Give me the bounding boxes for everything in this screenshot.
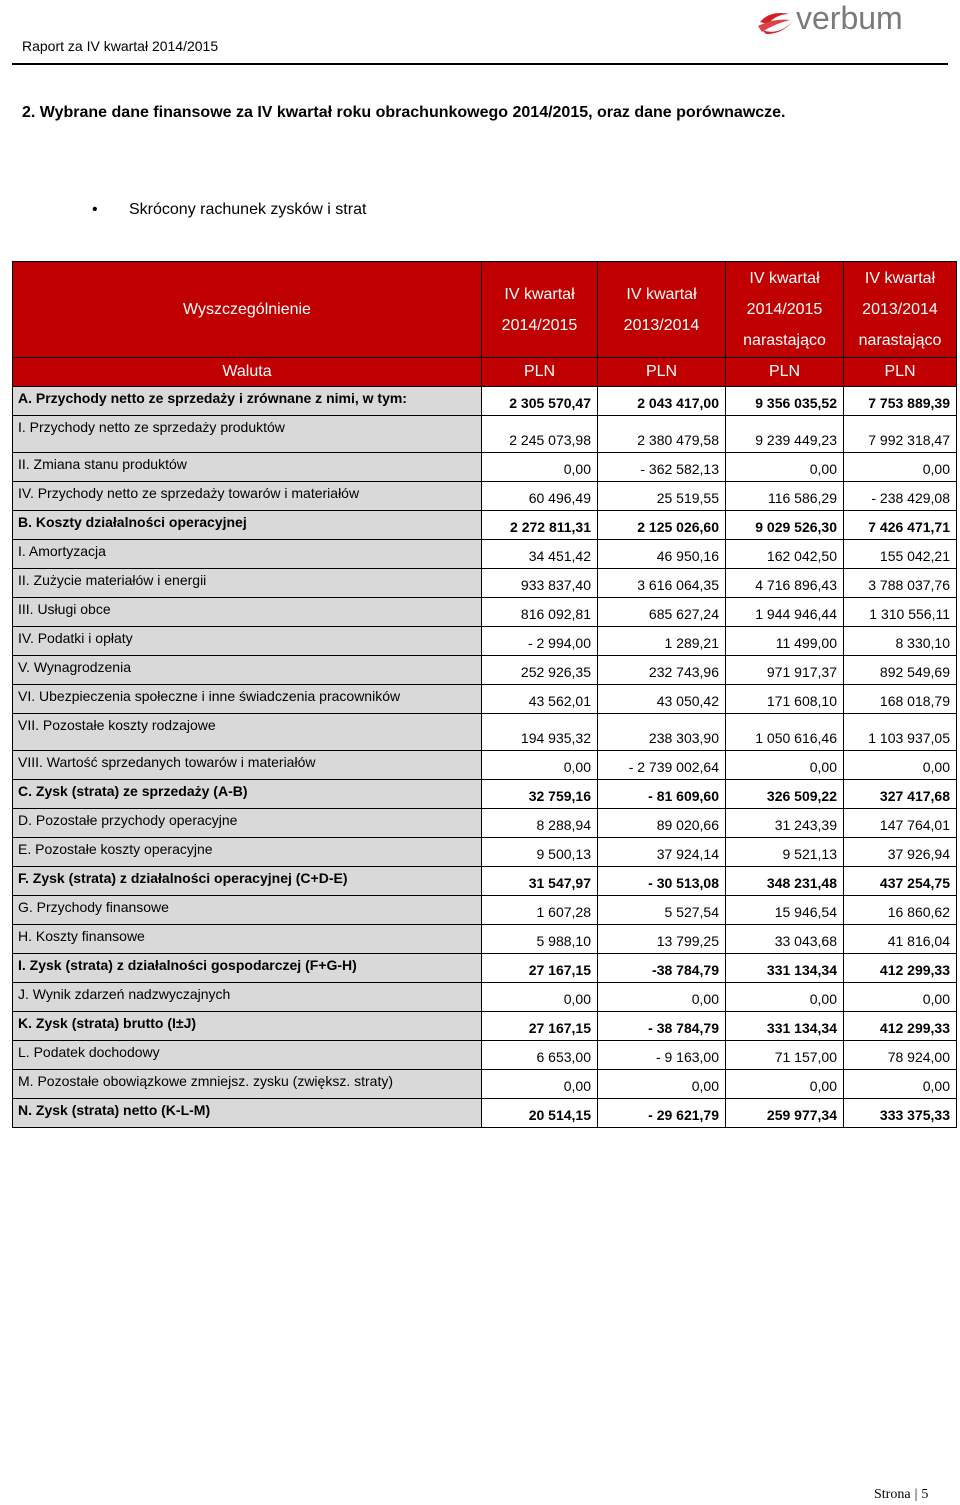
row-value: 333 375,33 <box>844 1099 957 1128</box>
row-value: - 362 582,13 <box>598 453 726 482</box>
row-value: 2 305 570,47 <box>482 387 598 416</box>
row-value: 5 527,54 <box>598 896 726 925</box>
row-value: 31 547,97 <box>482 867 598 896</box>
row-value: 0,00 <box>482 983 598 1012</box>
row-label: G. Przychody finansowe <box>13 896 482 925</box>
table-row <box>13 598 957 627</box>
column-header-line: narastająco <box>743 332 826 349</box>
column-header-line: narastająco <box>858 332 942 349</box>
row-label: B. Koszty działalności operacyjnej <box>13 511 482 540</box>
row-value: 252 926,35 <box>482 656 598 685</box>
column-header <box>482 262 598 358</box>
row-value: 0,00 <box>844 1070 957 1099</box>
column-header-line: 2014/2015 <box>746 301 823 318</box>
currency-cell: PLN <box>844 358 957 387</box>
table-row <box>13 656 957 685</box>
row-value: 116 586,29 <box>726 482 844 511</box>
row-value: 685 627,24 <box>598 598 726 627</box>
row-value: 2 125 026,60 <box>598 511 726 540</box>
label-column-header: Wyszczególnienie <box>13 262 482 358</box>
row-label: M. Pozostałe obowiązkowe zmniejsz. zysku (zwiększ. straty) <box>13 1070 482 1099</box>
row-value: 331 134,34 <box>726 1012 844 1041</box>
row-value: 7 753 889,39 <box>844 387 957 416</box>
row-value: 27 167,15 <box>482 954 598 983</box>
table-row <box>13 954 957 983</box>
row-value: 171 608,10 <box>726 685 844 714</box>
row-value: -38 784,79 <box>598 954 726 983</box>
row-label: D. Pozostałe przychody operacyjne <box>13 809 482 838</box>
row-value: 2 043 417,00 <box>598 387 726 416</box>
row-value: 2 380 479,58 <box>598 416 726 453</box>
table-header-row <box>13 262 957 358</box>
column-header <box>598 262 726 358</box>
column-header-line: 2013/2014 <box>862 301 938 318</box>
column-header-line: IV kwartał <box>749 270 820 287</box>
table-row <box>13 896 957 925</box>
row-value: 0,00 <box>482 751 598 780</box>
report-title: Raport za IV kwartał 2014/2015 <box>22 38 219 54</box>
table-body <box>13 387 957 1128</box>
row-value: 37 924,14 <box>598 838 726 867</box>
row-value: 327 417,68 <box>844 780 957 809</box>
table-row <box>13 838 957 867</box>
row-value: 60 496,49 <box>482 482 598 511</box>
row-label: II. Zmiana stanu produktów <box>13 453 482 482</box>
row-label: III. Usługi obce <box>13 598 482 627</box>
row-label: VI. Ubezpieczenia społeczne i inne świadczenia pracowników <box>13 685 482 714</box>
row-value: 9 029 526,30 <box>726 511 844 540</box>
row-value: 0,00 <box>726 453 844 482</box>
row-value: 9 239 449,23 <box>726 416 844 453</box>
row-label: II. Zużycie materiałów i energii <box>13 569 482 598</box>
row-value: 437 254,75 <box>844 867 957 896</box>
row-label: A. Przychody netto ze sprzedaży i zrównane z nimi, w tym: <box>13 387 482 416</box>
currency-row <box>13 358 957 387</box>
bullet-icon: • <box>92 201 98 218</box>
table-row <box>13 540 957 569</box>
row-value: 7 426 471,71 <box>844 511 957 540</box>
table-row <box>13 1070 957 1099</box>
row-value: - 30 513,08 <box>598 867 726 896</box>
row-value: 34 451,42 <box>482 540 598 569</box>
row-value: 1 050 616,46 <box>726 714 844 751</box>
table-row <box>13 569 957 598</box>
row-value: 9 500,13 <box>482 838 598 867</box>
row-value: 0,00 <box>844 453 957 482</box>
table-row <box>13 983 957 1012</box>
row-label: I. Przychody netto ze sprzedaży produktów <box>13 416 482 453</box>
row-label: IV. Przychody netto ze sprzedaży towarów i materiałów <box>13 482 482 511</box>
table-row <box>13 482 957 511</box>
table-row <box>13 387 957 416</box>
row-value: - 2 739 002,64 <box>598 751 726 780</box>
verbum-logo <box>756 0 926 40</box>
row-value: 8 330,10 <box>844 627 957 656</box>
row-value: 155 042,21 <box>844 540 957 569</box>
row-value: 16 860,62 <box>844 896 957 925</box>
row-value: 348 231,48 <box>726 867 844 896</box>
table-row <box>13 751 957 780</box>
column-header <box>726 262 844 358</box>
row-value: 0,00 <box>844 983 957 1012</box>
table-row <box>13 809 957 838</box>
row-value: 0,00 <box>598 1070 726 1099</box>
row-label: E. Pozostałe koszty operacyjne <box>13 838 482 867</box>
row-value: 0,00 <box>482 1070 598 1099</box>
row-value: 9 521,13 <box>726 838 844 867</box>
header-divider <box>12 63 948 65</box>
row-value: 971 917,37 <box>726 656 844 685</box>
row-value: 46 950,16 <box>598 540 726 569</box>
table-row <box>13 925 957 954</box>
currency-label: Waluta <box>13 358 482 387</box>
row-value: 9 356 035,52 <box>726 387 844 416</box>
row-label: I. Amortyzacja <box>13 540 482 569</box>
row-value: 8 288,94 <box>482 809 598 838</box>
row-value: 11 499,00 <box>726 627 844 656</box>
income-statement-table <box>12 261 957 1128</box>
logo-text: verbum <box>796 0 903 36</box>
row-label: N. Zysk (strata) netto (K-L-M) <box>13 1099 482 1128</box>
row-value: 892 549,69 <box>844 656 957 685</box>
row-value: 331 134,34 <box>726 954 844 983</box>
row-value: 232 743,96 <box>598 656 726 685</box>
row-label: H. Koszty finansowe <box>13 925 482 954</box>
row-value: 71 157,00 <box>726 1041 844 1070</box>
row-value: 31 243,39 <box>726 809 844 838</box>
row-label: VII. Pozostałe koszty rodzajowe <box>13 714 482 751</box>
row-value: 43 050,42 <box>598 685 726 714</box>
page-label: Strona <box>874 1487 911 1502</box>
row-value: 1 289,21 <box>598 627 726 656</box>
row-value: 7 992 318,47 <box>844 416 957 453</box>
currency-cell: PLN <box>726 358 844 387</box>
row-label: VIII. Wartość sprzedanych towarów i materiałów <box>13 751 482 780</box>
table-row <box>13 780 957 809</box>
row-value: - 2 994,00 <box>482 627 598 656</box>
column-header-line: IV kwartał <box>626 285 697 303</box>
table-row <box>13 685 957 714</box>
section-heading: 2. Wybrane dane finansowe za IV kwartał roku obrachunkowego 2014/2015, oraz dane porównawcze. <box>22 104 786 121</box>
table-row <box>13 714 957 751</box>
column-header-line: IV kwartał <box>504 285 575 303</box>
swoosh-icon <box>756 4 796 40</box>
row-value: 2 245 073,98 <box>482 416 598 453</box>
row-value: 20 514,15 <box>482 1099 598 1128</box>
page-footer: Strona | 5 <box>874 1487 929 1502</box>
page-number: 5 <box>921 1487 929 1502</box>
row-label: IV. Podatki i opłaty <box>13 627 482 656</box>
row-value: 0,00 <box>726 1070 844 1099</box>
row-value: 0,00 <box>844 751 957 780</box>
row-label: C. Zysk (strata) ze sprzedaży (A-B) <box>13 780 482 809</box>
row-value: 326 509,22 <box>726 780 844 809</box>
row-value: 25 519,55 <box>598 482 726 511</box>
row-value: 0,00 <box>598 983 726 1012</box>
row-value: 32 759,16 <box>482 780 598 809</box>
row-value: 412 299,33 <box>844 1012 957 1041</box>
row-value: 43 562,01 <box>482 685 598 714</box>
table-row <box>13 1012 957 1041</box>
row-value: 3 616 064,35 <box>598 569 726 598</box>
row-label: L. Podatek dochodowy <box>13 1041 482 1070</box>
row-value: 41 816,04 <box>844 925 957 954</box>
row-value: 2 272 811,31 <box>482 511 598 540</box>
row-label: I. Zysk (strata) z działalności gospodarczej (F+G-H) <box>13 954 482 983</box>
row-value: 412 299,33 <box>844 954 957 983</box>
table-row <box>13 627 957 656</box>
row-value: 147 764,01 <box>844 809 957 838</box>
row-value: 89 020,66 <box>598 809 726 838</box>
row-value: 1 607,28 <box>482 896 598 925</box>
row-value: 4 716 896,43 <box>726 569 844 598</box>
sub-heading-text: Skrócony rachunek zysków i strat <box>129 201 367 218</box>
row-value: 0,00 <box>726 751 844 780</box>
row-value: 0,00 <box>482 453 598 482</box>
row-value: 238 303,90 <box>598 714 726 751</box>
row-value: 816 092,81 <box>482 598 598 627</box>
table-row <box>13 1041 957 1070</box>
row-value: 168 018,79 <box>844 685 957 714</box>
row-value: 1 944 946,44 <box>726 598 844 627</box>
row-value: - 9 163,00 <box>598 1041 726 1070</box>
currency-cell: PLN <box>482 358 598 387</box>
row-value: 78 924,00 <box>844 1041 957 1070</box>
row-value: 259 977,34 <box>726 1099 844 1128</box>
column-header-line: 2013/2014 <box>623 316 700 334</box>
row-label: J. Wynik zdarzeń nadzwyczajnych <box>13 983 482 1012</box>
table-row <box>13 511 957 540</box>
row-label: F. Zysk (strata) z działalności operacyjnej (C+D-E) <box>13 867 482 896</box>
row-value: - 38 784,79 <box>598 1012 726 1041</box>
row-value: 1 103 937,05 <box>844 714 957 751</box>
row-value: 33 043,68 <box>726 925 844 954</box>
table-row <box>13 453 957 482</box>
row-value: 15 946,54 <box>726 896 844 925</box>
row-value: 5 988,10 <box>482 925 598 954</box>
table-row <box>13 416 957 453</box>
row-value: 27 167,15 <box>482 1012 598 1041</box>
column-header-line: 2014/2015 <box>501 316 578 334</box>
row-value: 13 799,25 <box>598 925 726 954</box>
row-value: - 81 609,60 <box>598 780 726 809</box>
row-value: - 29 621,79 <box>598 1099 726 1128</box>
row-value: 0,00 <box>726 983 844 1012</box>
table-row <box>13 1099 957 1128</box>
row-value: 37 926,94 <box>844 838 957 867</box>
row-label: V. Wynagrodzenia <box>13 656 482 685</box>
row-value: 194 935,32 <box>482 714 598 751</box>
row-label: K. Zysk (strata) brutto (I±J) <box>13 1012 482 1041</box>
table-row <box>13 867 957 896</box>
row-value: 1 310 556,11 <box>844 598 957 627</box>
row-value: - 238 429,08 <box>844 482 957 511</box>
row-value: 162 042,50 <box>726 540 844 569</box>
row-value: 933 837,40 <box>482 569 598 598</box>
row-value: 6 653,00 <box>482 1041 598 1070</box>
column-header-line: IV kwartał <box>864 270 936 287</box>
column-header <box>844 262 957 358</box>
row-value: 3 788 037,76 <box>844 569 957 598</box>
currency-cell: PLN <box>598 358 726 387</box>
